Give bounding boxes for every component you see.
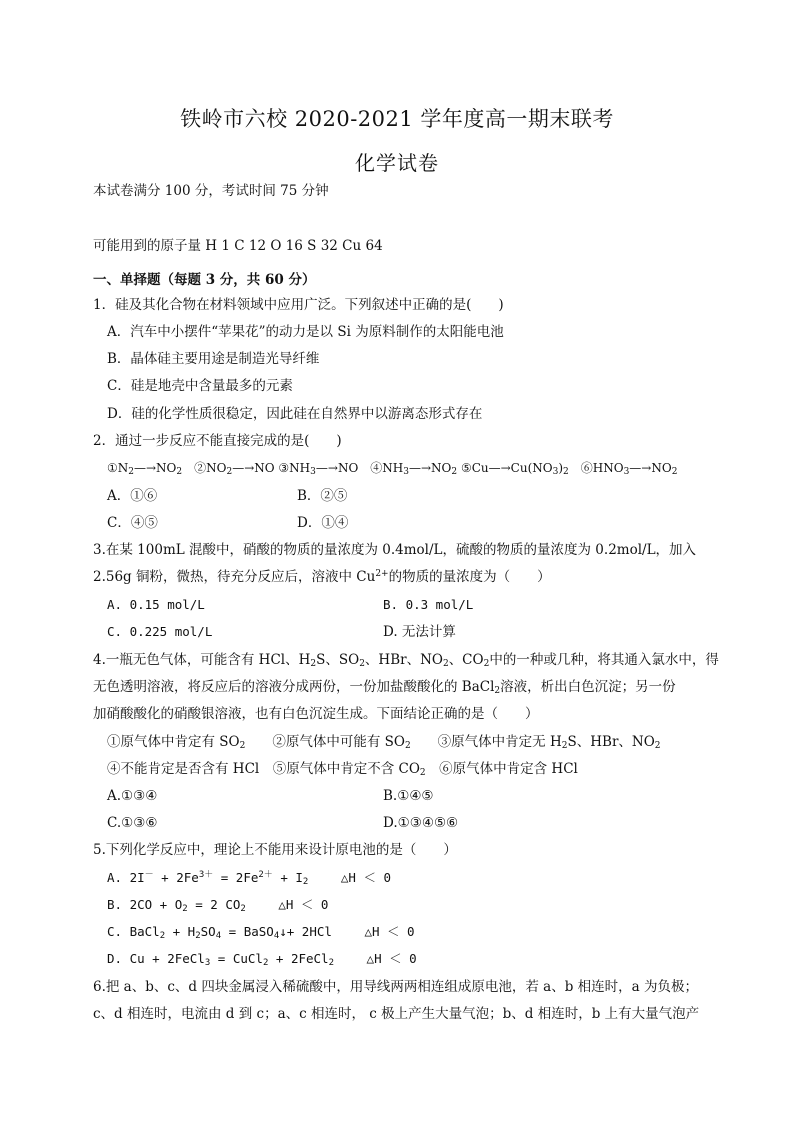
q4-option-c: C.①③⑥ (107, 815, 158, 831)
section-heading: 一、单择题（每题 3 分，共 60 分） (93, 272, 316, 288)
q1-option-a: A．汽车中小摆件“苹果花”的动力是以 Si 为原料制作的太阳能电池 (107, 324, 504, 340)
q3-option-c: C. 0.225 mol/L (107, 624, 213, 639)
q2-option-c: C．④⑤ (107, 515, 158, 531)
q4-stem-line3: 加硝酸酸化的硝酸银溶液，也有白色沉淀生成。下面结论正确的是（ ） (93, 706, 539, 722)
q5-stem: 5.下列化学反应中，理论上不能用来设计原电池的是（ ） (93, 842, 457, 858)
q5-option-b: B. $2CO + O_2 = 2$ $CO_2$ △H ＜ 0 (107, 897, 329, 914)
q4-option-a: A.①③④ (107, 788, 158, 804)
q4-stem-line1: 4.一瓶无色气体，可能含有 HCl、$H_2S$、$SO_2$、HBr、$NO_2$、$CO_2$中的一种或几种，将其通入氯水中，得 (93, 652, 719, 669)
q6-stem-line2: c、d 相连时，电流由 d 到 c；a、c 相连时， c 极上产生大量气泡；b、d 相连时，b 上有大量气泡产 (93, 1006, 700, 1022)
q4-option-d: D.①③④⑤⑥ (383, 815, 459, 831)
q3-option-a: A. 0.15 mol/L (107, 597, 205, 612)
q1-option-d: D．硅的化学性质很稳定，因此硅在自然界中以游离态形式存在 (107, 406, 483, 422)
q4-stem-line2: 无色透明溶液，将反应后的溶液分成两份，一份加盐酸酸化的 BaCl$_2$溶液，析出白色沉淀；另一份 (93, 679, 676, 696)
q3-charge: 2+ (375, 569, 389, 579)
q1-option-b: B．晶体硅主要用途是制造光导纤维 (107, 351, 320, 367)
q3-option-b: B. 0.3 mol/L (383, 597, 474, 612)
exam-subject: 化学试卷 (355, 151, 439, 175)
q3-stem-text: 2.56g 铜粉，微热，待充分反应后，溶液中 Cu (93, 569, 376, 585)
atomic-masses: 可能用到的原子量 H 1 C 12 O 16 S 32 Cu 64 (93, 238, 383, 254)
q3-stem-line1: 3.在某 100mL 混酸中，硝酸的物质的量浓度为 0.4mol/L，硫酸的物质的量浓度为 0.2mol/L，加入 (93, 542, 697, 558)
exam-info: 本试卷满分 100 分，考试时间 75 分钟 (93, 183, 329, 199)
exam-title: 铁岭市六校 2020-2021 学年度高一期末联考 (180, 107, 614, 131)
q2-option-a: A．①⑥ (107, 488, 158, 504)
q2-option-b: B．②⑤ (297, 488, 348, 504)
q2-stem: 2．通过一步反应不能直接完成的是( ) (93, 433, 342, 449)
q5-option-d: D. Cu + 2FeCl$_3$ = CuCl$_2$ + 2FeCl$_2$ △H ＜ 0 (107, 951, 417, 968)
q5-option-a: A. $2I^- + 2Fe^{3+} = 2Fe^{2+} + I_2$ △H ＜ 0 (107, 870, 391, 887)
q5-option-c: C. BaCl$_2$ + $H_2SO_4$ = BaSO$_4$↓+ 2HCl △H ＜ 0 (107, 924, 415, 941)
q2-reactions: $①N_2—\to NO_2$ $②NO_2—\to NO$ $③NH_3—\to NO$ $④NH_3—\to NO_2$ $⑤Cu—\to Cu(NO_3)_2$ $⑥HNO_3—\to NO_2$ (107, 461, 678, 477)
q1-stem: 1．硅及其化合物在材料领域中应用广泛。下列叙述中正确的是( ) (93, 297, 504, 313)
q3-option-d: D. 无法计算 (383, 624, 456, 640)
q6-stem-line1: 6.把 a、b、c、d 四块金属浸入稀硫酸中，用导线两两相连组成原电池，若 a、b 相连时，a 为负极； (93, 979, 698, 995)
q4-statements-2: ④不能肯定是否含有 HCl ⑤原气体中肯定不含 $CO_2$ ⑥原气体中肯定含 HCl (107, 761, 578, 778)
q1-option-c: C．硅是地壳中含量最多的元素 (107, 378, 293, 394)
q3-stem-line2 (93, 568, 551, 586)
q4-statements-1: ①原气体中肯定有 $SO_2$ ②原气体中可能有 $SO_2$ ③原气体中肯定无 $H_2S$、HBr、$NO_2$ (107, 734, 661, 751)
q2-option-d: D．①④ (297, 515, 349, 531)
q4-option-b: B.①④⑤ (383, 788, 434, 804)
q3-stem-tail: 的物质的量浓度为（ ） (388, 569, 551, 585)
